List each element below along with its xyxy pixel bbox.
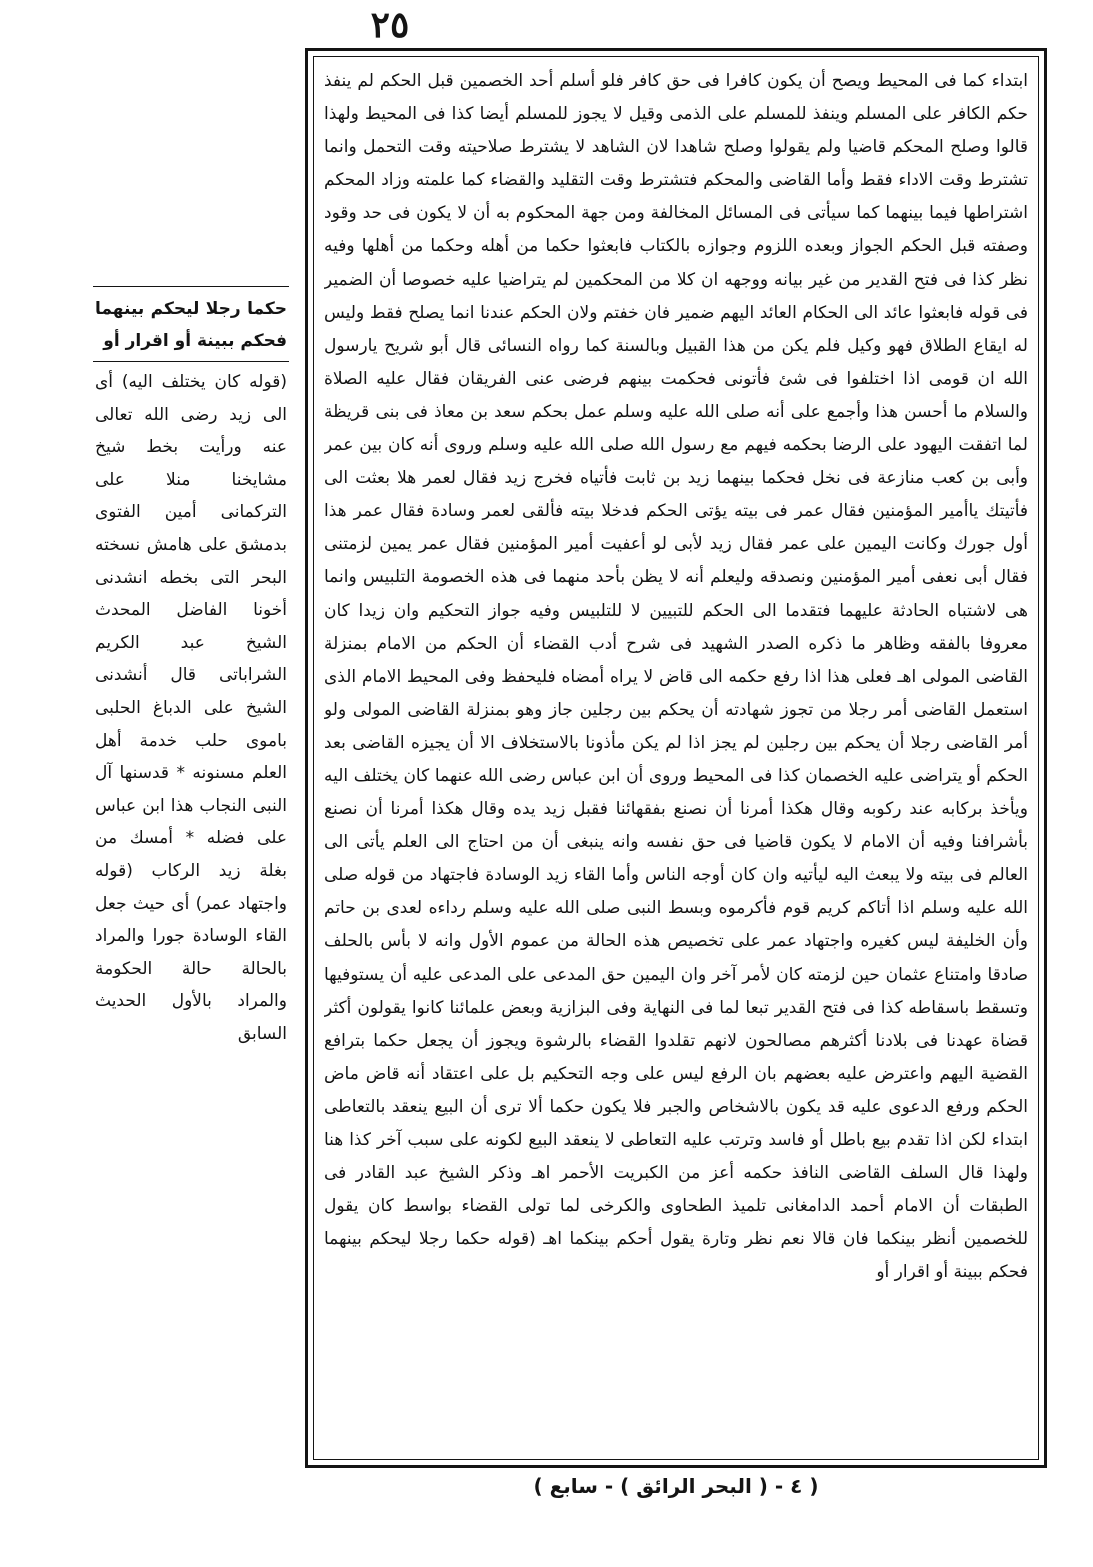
main-text-frame <box>305 48 1047 1468</box>
margin-commentary-text: (قوله كان يختلف اليه) أى الى زيد رضى الله تعالى عنه ورأيت بخط شيخ مشايخنا منلا على التركمانى أمين الفتوى بدمشق على هامش نسخته البحر التى بخطه انشدنى أخونا الفاضل المحدث الشيخ عبد الكريم الشراباتى قال أنشدنى الشيخ على الدباغ الحلبى باموى حلب خدمة أهل العلم مسنونه * قدسنها آل النبى النجاب هذا ابن عباس على فضله * أمسك من بغلة زيد الركاب (قوله واجتهاد عمر) أى حيث جعل القاء الوسادة جورا والمراد بالحالة حالة الحكومة والمراد بالأول الحديث السابق <box>95 372 287 1044</box>
main-text-paragraph: ابتداء كما فى المحيط ويصح أن يكون كافرا فى حق كافر فلو أسلم أحد الخصمين قبل الحكم لم ينفذ حكم الكافر على المسلم وينفذ للمسلم على الذمى وقيل لا يجوز للمسلم أيضا كذا فى المحيط ولهذا قالوا وصلح المحكم قاضيا ولم يقولوا وصلح شاهدا لان الشاهد لا يشترط صلاحيته وقت التحمل وانما تشترط وقت الاداء فقط وأما القاضى والمحكم فتشترط وقت التقليد والقضاء كما علمته وزاد المحكم اشتراطها فيما بينهما كما سيأتى فى المسائل المخالفة ومن جهة المحكوم به أن لا يكون فى حد وقود وصفته قبل الحكم الجواز وبعده اللزوم وجوازه بالكتاب فابعثوا حكما من أهله وحكما من أهلها وفيه نظر كذا فى فتح القدير من غير بيانه ووجهه ان كلا من المحكمين لم يتراضيا عليه خصوصا أن الضمير فى قوله فابعثوا عائد الى الحكام العائد اليهم ضمير فان خفتم ولان الحكم عندنا انما يصلح فقط وليس له ايقاع الطلاق فهو وكيل فلم يكن من هذا القبيل وبالسنة كما رواه النسائى قال أبو شريح يارسول الله ان قومى اذا اختلفوا فى شئ فأتونى فحكمت بينهم فرضى عنى الفريقان فقال عليه الصلاة والسلام ما أحسن هذا وأجمع على أنه صلى الله عليه وسلم عمل بحكم سعد بن معاذ فى بنى قريظة لما اتفقت اليهود على الرضا بحكمه فيهم مع رسول الله صلى الله عليه وسلم وروى أنه كان بين عمر وأبى بن كعب منازعة فى نخل فحكما بينهما زيد بن ثابت فأتياه فخرج زيد فقال لعمر هلا بعثت الى فأتيتك ياأمير المؤمنين فقال عمر فى بيته يؤتى الحكم فدخلا بيته فألقى لعمر وسادة فقال عمر هذا أول جورك وكانت اليمين على عمر فقال زيد لأبى لو أعفيت أمير المؤمنين فقال عمر يمين لزمتنى فقال أبى نعفى أمير المؤمنين ونصدقه وليعلم أنه لا يظن بأحد منهما فى هذه الخصومة التلبيس وانما هى لاشتباه الحادثة عليهما فتقدما الى الحكم للتبيين لا للتلبيس وفيه جواز التحكيم وان زيدا كان معروفا بالفقه وظاهر ما ذكره الصدر الشهيد فى شرح أدب القضاء أن الحكم من الامام بمنزلة القاضى المولى اهـ فعلى هذا اذا رفع حكمه الى قاض لا يراه أمضاه فليحفظ وفى المحيط الامام الذى استعمل القاضى أمر رجلا من تجوز شهادته أن يحكم بين رجلين جاز وهو بمنزلة القاضى المولى ولو أمر القاضى رجلا أن يحكم بين رجلين لم يجز اذا لم يكن مأذونا بالاستخلاف الا أن يجيزه القاضى بعد الحكم أو يتراضى عليه الخصمان كذا فى المحيط وروى أن ابن عباس رضى الله عنهما كان يختلف اليه ويأخذ بركابه عند ركوبه وقال هكذا أمرنا أن نصنع بفقهائنا فقبل زيد يده وقال هكذا أمرنا أن نصنع بأشرافنا وفيه أن الامام لا يكون قاضيا فى حق نفسه وانه ينبغى أن من احتاج الى العلم يأتى الى العالم فى بيته ولا يبعث اليه ليأتيه وان كان أوجه الناس وأما القاء زيد الوسادة فاجتهاد من قوله صلى الله عليه وسلم اذا أتاكم كريم قوم فأكرموه وبسط النبى صلى الله عليه وسلم رداءه لعدى بن حاتم وأن الخليفة ليس كغيره واجتهاد عمر على تخصيص هذه الحالة من عموم الأول وانه لا بأس بالحلف صادقا وامتناع عثمان حين لزمته كان لأمر آخر وان اليمين حق المدعى على المدعى عليه أن يستوفيها وتسقط باسقاطه كذا فى فتح القدير تبعا لما فى النهاية وفى البزازية وبعض علمائنا كانوا يقولون أكثر قضاة عهدنا فى بلادنا أكثرهم مصالحون لانهم تقلدوا القضاء بالرشوة ويجوز أن يجعل حكما بترافع القضية اليهم واعترض عليه بعضهم بان الرفع ليس على وجه التحكيم بل على اعتقاد أنه قاض ماض الحكم ورفع الدعوى عليه قد يكون بالاشخاص والجبر فلا يكون حكما ألا ترى أن البيع ينعقد بالتعاطى ابتداء لكن اذا تقدم بيع باطل أو فاسد وترتب عليه التعاطى لا ينعقد البيع لكونه على سبب آخر كذا هنا ولهذا قال السلف القاضى النافذ حكمه أعز من الكبريت الأحمر اهـ وذكر الشيخ عبد القادر فى الطبقات أن الامام أحمد الدامغانى تلميذ الطحاوى والكرخى لما تولى القضاء بواسط كان يقول للخصمين أنظر بينكما فان قالا نعم نظر وتارة يقول أحكم بينكما اهـ (قوله حكما رجلا ليحكم بينهما فحكم ببينة أو اقرار أو <box>324 71 1028 1283</box>
margin-column <box>93 286 289 1050</box>
margin-reference-text: حكما رجلا ليحكم بينهما فحكم ببينة أو اقرار أو <box>95 299 287 351</box>
page-number: ٢٥ <box>370 4 410 46</box>
footer-signature: ( ٤ - ( البحر الرائق ) - سابع ) <box>533 1474 819 1498</box>
main-text-body <box>324 65 1028 1455</box>
